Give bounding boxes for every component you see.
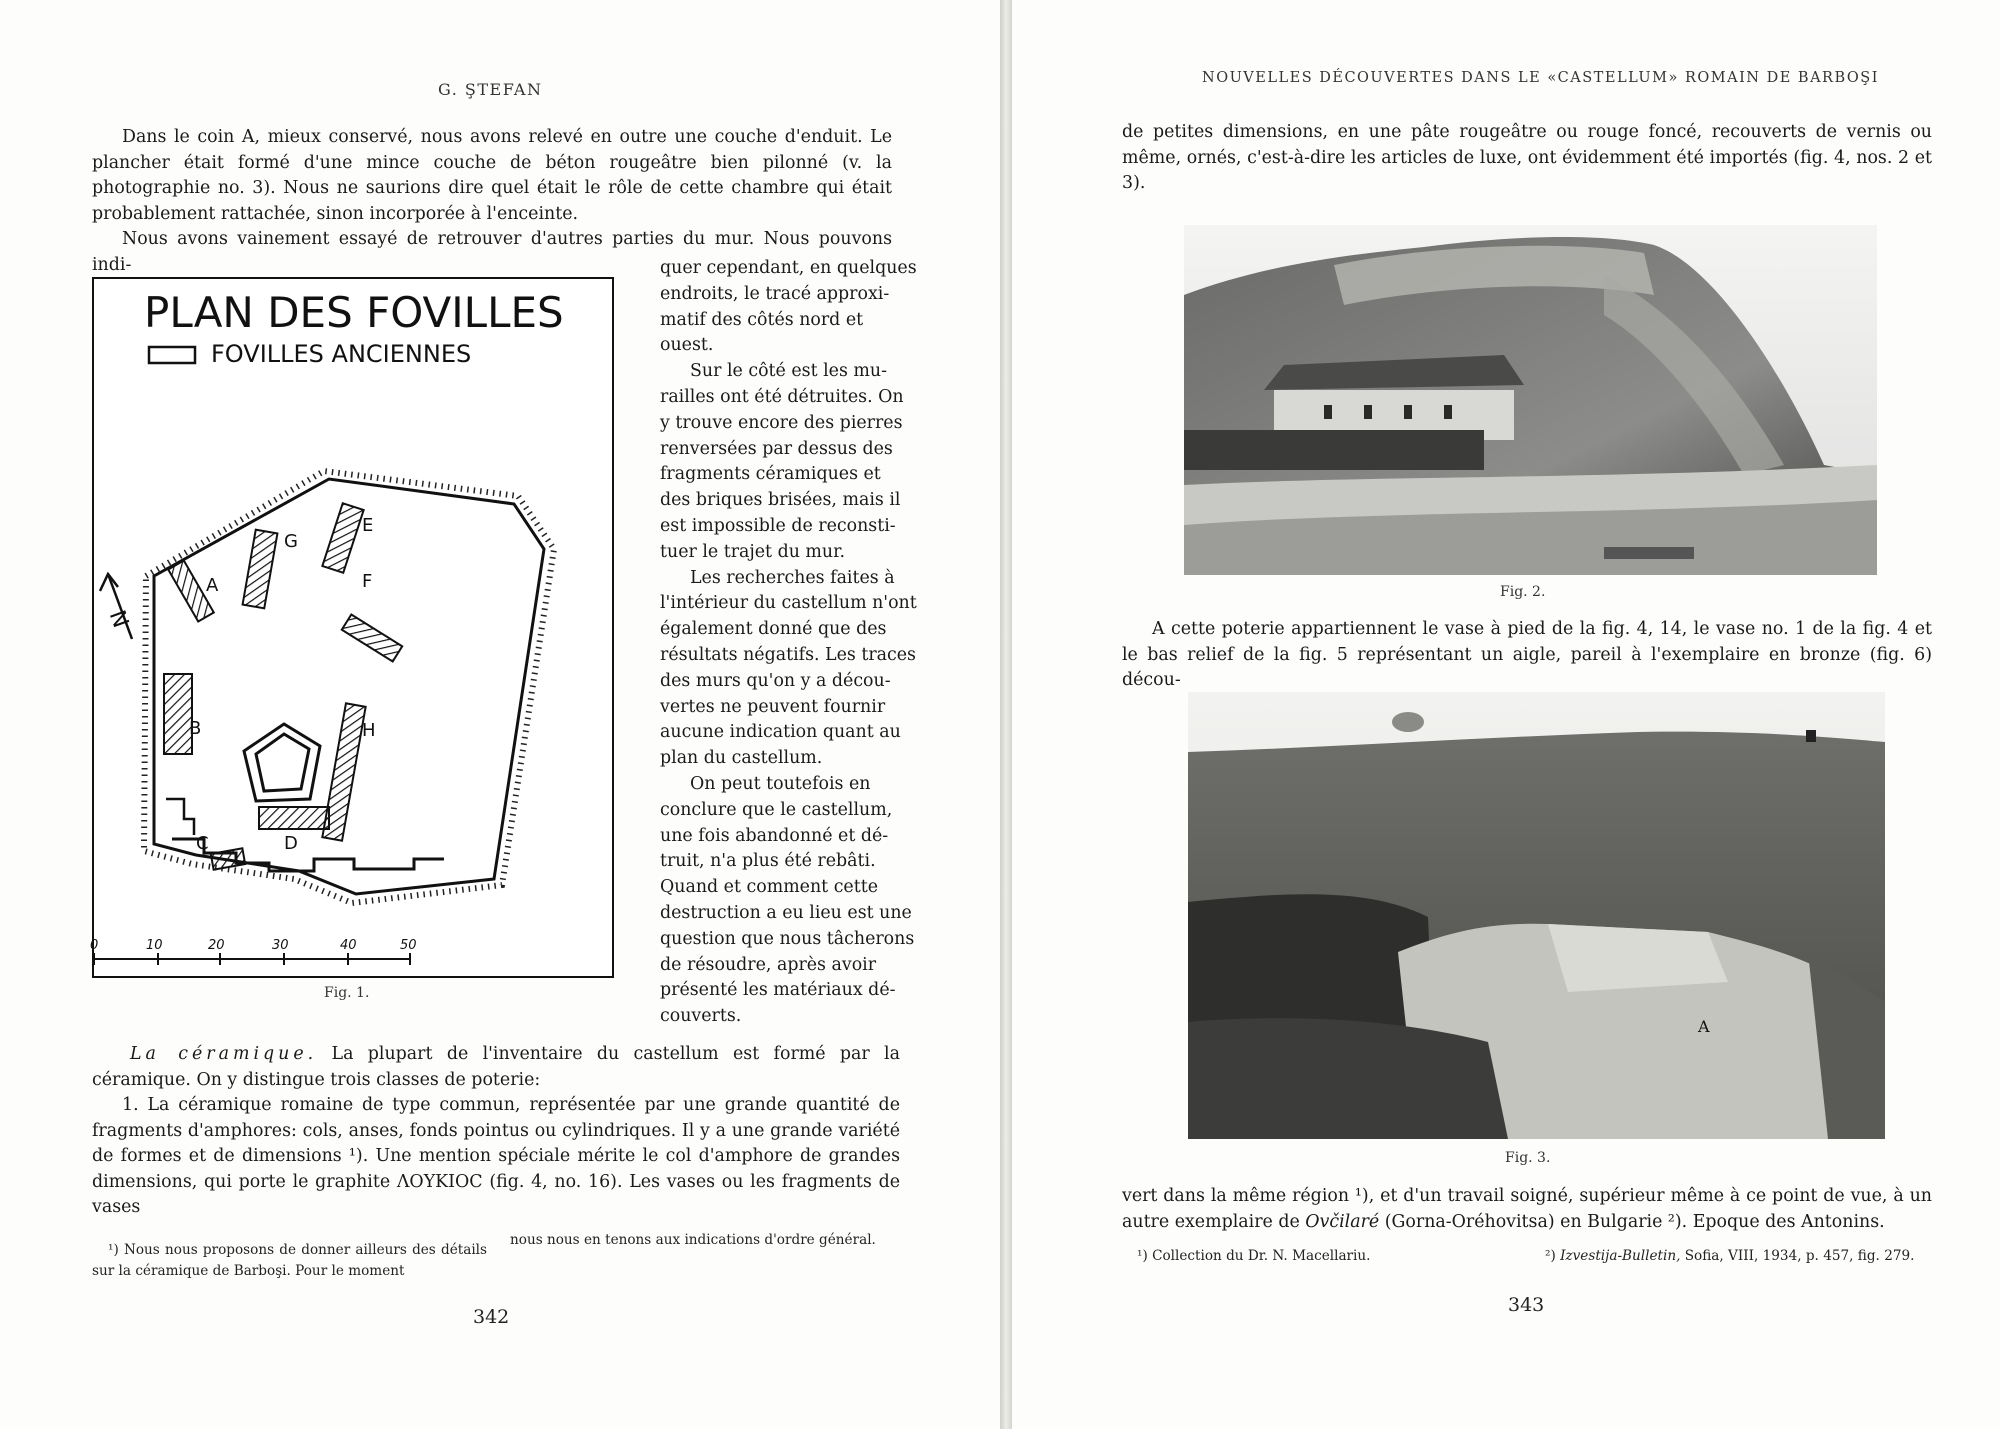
paragraph-coin-a: Dans le coin A, mieux conservé, nous avons relevé en outre une couche d'enduit. Le plancher était formé d'une mince couche de béton rougeâtre bien pilonné (v. la photographie no. 3). Nous ne saurions dire quel était le rôle de cette chambre qui était probablement rattachée, sinon incorporée à l'enceinte. [92, 127, 892, 224]
plan-title: PLAN DES FOVILLES [144, 288, 564, 337]
excavation-plan-drawing [90, 279, 612, 976]
narrow-column-line: endroits, le tracé approxi- [660, 283, 890, 304]
excavation-plan-figure [92, 277, 614, 978]
page-number-right: 343 [1508, 1294, 1545, 1316]
scale-40: 40 [340, 938, 357, 953]
narrow-column-line: tuer le trajet du mur. [660, 541, 846, 562]
running-head-left: G. ŞTEFAN [438, 80, 543, 99]
narrow-column-line: quer cependant, en quelques [660, 258, 917, 278]
footnote-right-1: ¹) Collection du Dr. N. Macellariu. [1137, 1248, 1371, 1264]
label-d: D [284, 833, 298, 854]
fig3-excavation-trench [1188, 692, 1885, 1139]
book-gutter [1000, 0, 1012, 1429]
narrow-column-line: plan du castellum. [660, 748, 823, 769]
label-a: A [206, 575, 219, 596]
label-h: H [362, 720, 376, 741]
fig2-hill-landscape [1184, 225, 1877, 575]
fig3-photograph [1188, 692, 1885, 1139]
trench-d [259, 807, 329, 829]
scale-10: 10 [146, 938, 163, 953]
narrow-column-line: Quand et comment cette [660, 877, 878, 898]
narrow-column-line: aucune indication quant au [660, 722, 901, 743]
narrow-text-column [660, 256, 917, 1030]
paragraph-vert-dans: vert dans la même région ¹), et d'un travail soigné, supérieur même à ce point de vue, à un autre exemplaire de Ovčilaré (Gorna-Oréhovitsa) en Bulgarie ²). Epoque des Antonins. [1122, 1186, 1932, 1232]
narrow-column-line: Les recherches faites à [690, 567, 895, 588]
narrow-column-line: renversées par dessus des [660, 438, 893, 459]
scale-30: 30 [272, 938, 289, 953]
narrow-column-line: présenté les matériaux dé- [660, 980, 896, 1001]
narrow-column-line: vertes ne peuvent fournir [660, 696, 886, 717]
narrow-column-line: ouest. [660, 335, 714, 356]
plan-legend: FOVILLES ANCIENNES [211, 340, 472, 368]
narrow-column-line: Sur le côté est les mu- [690, 361, 887, 382]
narrow-column-line: matif des côtés nord et [660, 309, 864, 330]
north-arrow-icon [100, 574, 133, 639]
narrow-column-line: des briques brisées, mais il [660, 490, 901, 511]
right-page [1012, 0, 2000, 1429]
footnote-left-b: nous nous en tenons aux indications d'ordre général. [510, 1232, 876, 1248]
narrow-column-line: railles ont été détruites. On [660, 386, 904, 407]
label-f: F [362, 571, 373, 592]
ceramique-heading: La céramique. [130, 1044, 318, 1064]
label-g: G [284, 531, 298, 552]
fig3-caption: Fig. 3. [1505, 1150, 1551, 1166]
narrow-column-line: fragments céramiques et [660, 464, 881, 485]
fig2-caption: Fig. 2. [1500, 584, 1546, 600]
wall-c [166, 799, 194, 835]
fig3-label-a: A [1698, 1017, 1710, 1036]
narrow-column-line: également donné que des [660, 619, 887, 640]
narrow-column-line: couverts. [660, 1006, 742, 1027]
narrow-column-line: l'intérieur du castellum n'ont [660, 593, 917, 614]
fig1-caption: Fig. 1. [324, 985, 370, 1001]
narrow-column-line: de résoudre, après avoir [660, 954, 877, 975]
ceramique-paragraph: La céramique. La plupart de l'inventaire du castellum est formé par la céramique. On y distingue trois classes de poterie: [92, 1044, 900, 1090]
running-head-right: NOUVELLES DÉCOUVERTES DANS LE «CASTELLUM» ROMAIN DE BARBOŞI [1202, 70, 1879, 86]
ceramique-item-1: 1. La céramique romaine de type commun, représentée par une grande quantité de fragments d'amphores: cols, anses, fonds pointus ou cylindriques. Il y a une grande variété de formes et de dimensions ¹). Une mention spéciale mérite le col d'amphore de grandes dimensions, qui porte le graphite ΛΟΥΚΙΟϹ (fig. 4, no. 16). Les vases ou les fragments de vases [92, 1095, 900, 1217]
trench-e [322, 503, 363, 573]
narrow-column-line: question que nous tâcherons [660, 928, 915, 949]
narrow-column-line: une fois abandonné et dé- [660, 825, 889, 846]
scale-20: 20 [208, 938, 225, 953]
trench-f [342, 614, 402, 661]
narrow-column-line: conclure que le castellum, [660, 799, 893, 820]
footnote-right-2: ²) Izvestija-Bulletin, Sofia, VIII, 1934, p. 457, fig. 279. [1545, 1248, 1915, 1264]
page-number-left: 342 [473, 1306, 510, 1328]
footnote-left-a: ¹) Nous nous proposons de donner ailleurs des détails sur la céramique de Barboşi. Pour le moment [92, 1242, 487, 1279]
narrow-column-line: des murs qu'on y a décou- [660, 670, 891, 691]
narrow-column-line: On peut toutefois en [690, 773, 871, 794]
paragraph-a-cette-poterie: A cette poterie appartiennent le vase à pied de la fig. 4, 14, le vase no. 1 de la fig. 4 et le bas relief de la fig. 5 représentant un aigle, pareil à l'exemplaire en bronze (fig. 6) décou- [1122, 619, 1932, 690]
trench-b [164, 674, 192, 754]
paragraph-vainement: Nous avons vainement essayé de retrouver d'autres parties du mur. Nous pouvons indi- [92, 229, 892, 275]
trench-g [243, 530, 278, 609]
scale-0: 0 [90, 938, 99, 953]
ovcilare-italic: Ovčilaré [1305, 1211, 1380, 1232]
label-b: B [189, 718, 202, 739]
narrow-column-line: résultats négatifs. Les traces [660, 644, 916, 665]
narrow-column-line: destruction a eu lieu est une [660, 902, 912, 923]
narrow-column-line: y trouve encore des pierres [660, 412, 903, 433]
narrow-column-line: truit, n'a plus été rebâti. [660, 851, 876, 872]
legend-rectangle [149, 347, 195, 363]
scale-50: 50 [400, 938, 417, 953]
narrow-column-line: est impossible de reconsti- [660, 515, 896, 536]
central-pentagon [256, 734, 309, 791]
label-c: C [196, 833, 209, 854]
fig2-photograph [1184, 225, 1877, 575]
paragraph-petites-dimensions: de petites dimensions, en une pâte rougeâtre ou rouge foncé, recouverts de vernis ou même, ornés, c'est-à-dire les articles de luxe, ont évidemment été importés (fig. 4, nos. 2 et 3). [1122, 122, 1932, 193]
north-label: N [103, 607, 133, 632]
label-e: E [362, 515, 374, 536]
